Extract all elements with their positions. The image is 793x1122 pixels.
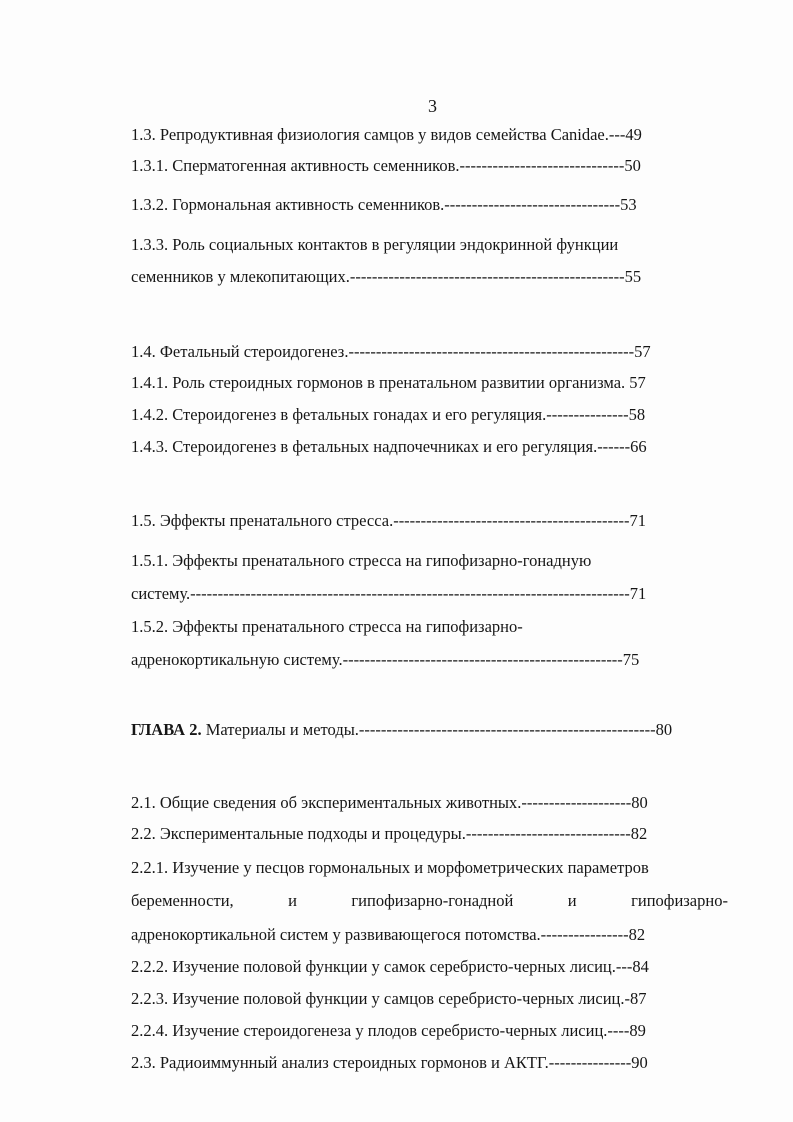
toc-entry-1-3: 1.3. Репродуктивная физиология самцов у видов семейства Canidae.---49 — [131, 125, 642, 144]
toc-entry-1-4-2: 1.4.2. Стероидогенез в фетальных гонадах и его регуляция.---------------58 — [131, 405, 646, 424]
toc-entry-1-5-2-cont: адренокортикальную систему.---------------------------------------------------75 — [131, 650, 640, 669]
toc-entry-2-2-2: 2.2.2. Изучение половой функции у самок серебристо-черных лисиц.---84 — [131, 957, 649, 976]
toc-entry-1-5-2: 1.5.2. Эффекты пренатального стресса на гипофизарно- — [131, 617, 523, 636]
word: и — [567, 891, 577, 910]
toc-entry-1-4-3: 1.4.3. Стероидогенез в фетальных надпочечниках и его регуляция.------66 — [131, 437, 647, 456]
chapter-title: Материалы и методы.------------------------------------------------------80 — [205, 720, 673, 739]
page-number: 3 — [428, 96, 437, 116]
toc-entry-2-2-1-cont2: адренокортикальной систем у развивающегося потомства.----------------82 — [131, 925, 646, 944]
chapter-label: ГЛАВА 2. — [131, 720, 202, 739]
toc-entry-2-2-4: 2.2.4. Изучение стероидогенеза у плодов серебристо-черных лисиц.----89 — [131, 1021, 646, 1040]
toc-chapter-2 — [131, 719, 672, 741]
toc-entry-1-4: 1.4. Фетальный стероидогенез.----------------------------------------------------57 — [131, 342, 651, 361]
toc-entry-2-2-1: 2.2.1. Изучение у песцов гормональных и морфометрических параметров — [131, 858, 649, 877]
toc-entry-1-3-3: 1.3.3. Роль социальных контактов в регуляции эндокринной функции — [131, 235, 619, 254]
word: гипофизарно- — [631, 891, 728, 910]
toc-entry-1-3-2: 1.3.2. Гормональная активность семенников.--------------------------------53 — [131, 195, 637, 214]
toc-entry-2-3: 2.3. Радиоиммунный анализ стероидных гормонов и АКТГ.---------------90 — [131, 1053, 648, 1072]
toc-entry-1-5-1-cont: систему.--------------------------------------------------------------------------------71 — [131, 584, 647, 603]
toc-entry-1-4-1: 1.4.1. Роль стероидных гормонов в пренатальном развитии организма. 57 — [131, 373, 646, 392]
word: гипофизарно-гонадной — [351, 891, 514, 910]
toc-entry-1-3-3-cont: семенников у млекопитающих.--------------------------------------------------55 — [131, 267, 642, 286]
toc-entry-2-1: 2.1. Общие сведения об экспериментальных животных.--------------------80 — [131, 793, 648, 812]
toc-entry-2-2: 2.2. Экспериментальные подходы и процедуры.------------------------------82 — [131, 824, 648, 843]
toc-entry-2-2-1-cont — [131, 890, 728, 912]
toc-entry-1-3-1: 1.3.1. Сперматогенная активность семенников.------------------------------50 — [131, 156, 641, 175]
toc-entry-1-5: 1.5. Эффекты пренатального стресса.-------------------------------------------71 — [131, 511, 646, 530]
toc-entry-1-5-1: 1.5.1. Эффекты пренатального стресса на гипофизарно-гонадную — [131, 551, 592, 570]
word: и — [288, 891, 297, 910]
word: беременности, — [131, 891, 234, 910]
toc-entry-2-2-3: 2.2.3. Изучение половой функции у самцов серебристо-черных лисиц.-87 — [131, 989, 647, 1008]
